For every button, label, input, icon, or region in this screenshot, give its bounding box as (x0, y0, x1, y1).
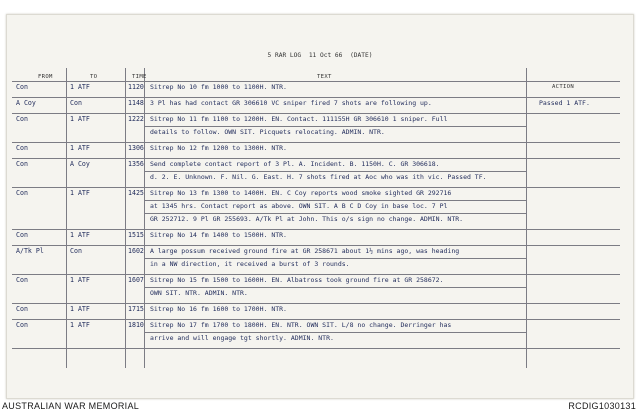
row-time: 1306 (128, 144, 144, 152)
row-text-line: Sitrep No 16 fm 1600 to 1700H. NTR. (150, 305, 287, 313)
row-to: Con (70, 247, 82, 255)
row-rule (12, 245, 620, 246)
row-text-line: Sitrep No 10 fm 1000 to 1100H. NTR. (150, 83, 287, 91)
row-to: 1 ATF (70, 321, 90, 329)
row-text-line: details to follow. OWN SIT. Picquets relocating. ADMIN. NTR. (150, 128, 385, 136)
row-time: 1148 (128, 99, 144, 107)
row-time: 1602 (128, 247, 144, 255)
row-action: Passed 1 ATF. (539, 99, 590, 107)
row-from: Con (16, 189, 28, 197)
row-text-line: Sitrep No 12 fm 1200 to 1300H. NTR. (150, 144, 287, 152)
row-rule (12, 229, 620, 230)
row-rule (144, 332, 526, 333)
row-rule (12, 142, 620, 143)
log-date: 11 Oct 66 (308, 52, 343, 59)
row-rule (12, 303, 620, 304)
row-rule (12, 158, 620, 159)
row-from: Con (16, 231, 28, 239)
row-time: 1715 (128, 305, 144, 313)
row-text-line: Sitrep No 17 fm 1700 to 1800H. EN. NTR. OWN SIT. L/8 no change. Derringer has (150, 321, 452, 329)
row-to: 1 ATF (70, 231, 90, 239)
row-text-line: Sitrep No 15 fm 1500 to 1600H. EN. Albatross took ground fire at GR 258672. (150, 276, 444, 284)
row-rule (144, 258, 526, 259)
row-text-line: A large possum received ground fire at GR 258671 about 1½ mins ago, was heading (150, 247, 460, 255)
row-text-line: in a NW direction, it received a burst of 3 rounds. (150, 260, 350, 268)
row-rule (12, 113, 620, 114)
row-text-line: 3 Pl has had contact GR 306610 VC sniper fired 7 shots are following up. (150, 99, 432, 107)
row-time: 1425 (128, 189, 144, 197)
row-text-line: OWN SIT. NTR. ADMIN. NTR. (150, 289, 248, 297)
row-text-line: GR 252712. 9 Pl GR 255693. A/Tk Pl at John. This o/s sign no change. ADMIN. NTR. (150, 215, 464, 223)
row-time: 1356 (128, 160, 144, 168)
row-time: 1120 (128, 83, 144, 91)
row-rule (12, 97, 620, 98)
row-text-line: Send complete contact report of 3 Pl. A. Incident. B. 1150H. C. GR 306618. (150, 160, 440, 168)
row-rule (144, 200, 526, 201)
log-header (0, 52, 640, 59)
row-time: 1222 (128, 115, 144, 123)
row-text-line: at 1345 hrs. Contact report as above. OWN SIT. A B C D Coy in base loc. 7 Pl (150, 202, 448, 210)
col-header-from: FROM (38, 74, 53, 80)
row-rule (144, 213, 526, 214)
row-from: Con (16, 305, 28, 313)
unit-log-title: 5 RAR LOG (267, 52, 302, 59)
row-time: 1810 (128, 321, 144, 329)
col-header-text: TEXT (317, 74, 332, 80)
row-from: Con (16, 144, 28, 152)
row-to: 1 ATF (70, 115, 90, 123)
row-rule (144, 287, 526, 288)
row-from: Con (16, 321, 28, 329)
row-from: Con (16, 276, 28, 284)
row-time: 1515 (128, 231, 144, 239)
row-to: 1 ATF (70, 83, 90, 91)
row-rule (12, 348, 620, 349)
col-header-time: TIME (132, 74, 147, 80)
row-from: Con (16, 115, 28, 123)
row-rule (144, 126, 526, 127)
row-text-line: arrive and will engage tgt shortly. ADMIN. NTR. (150, 334, 334, 342)
row-time: 1607 (128, 276, 144, 284)
row-text-line: Sitrep No 14 fm 1400 to 1500H. NTR. (150, 231, 287, 239)
row-from: Con (16, 160, 28, 168)
col-header-action: ACTION (552, 84, 575, 90)
date-label: (DATE) (350, 52, 373, 59)
footer-institution: AUSTRALIAN WAR MEMORIAL (2, 401, 140, 411)
row-rule (12, 319, 620, 320)
row-from: A/Tk Pl (16, 247, 44, 255)
row-to: 1 ATF (70, 305, 90, 313)
row-to: Con (70, 99, 82, 107)
row-to: A Coy (70, 160, 90, 168)
row-text-line: Sitrep No 11 fm 1100 to 1200H. EN. Contact. 111155H GR 306610 1 sniper. Full (150, 115, 448, 123)
row-rule (12, 81, 620, 82)
row-rule (12, 187, 620, 188)
row-from: Con (16, 83, 28, 91)
row-rule (12, 274, 620, 275)
row-text-line: Sitrep No 13 fm 1300 to 1400H. EN. C Coy reports wood smoke sighted GR 292716 (150, 189, 452, 197)
row-text-line: d. 2. E. Unknown. F. Nil. G. East. H. 7 shots fired at Aoc who was ith vic. Passed TF. (150, 173, 487, 181)
footer-record-id: RCDIG1030131 (568, 401, 636, 411)
row-rule (144, 171, 526, 172)
row-to: 1 ATF (70, 144, 90, 152)
col-header-to: TO (90, 74, 98, 80)
row-from: A Coy (16, 99, 36, 107)
row-to: 1 ATF (70, 189, 90, 197)
row-to: 1 ATF (70, 276, 90, 284)
log-table (12, 68, 625, 368)
